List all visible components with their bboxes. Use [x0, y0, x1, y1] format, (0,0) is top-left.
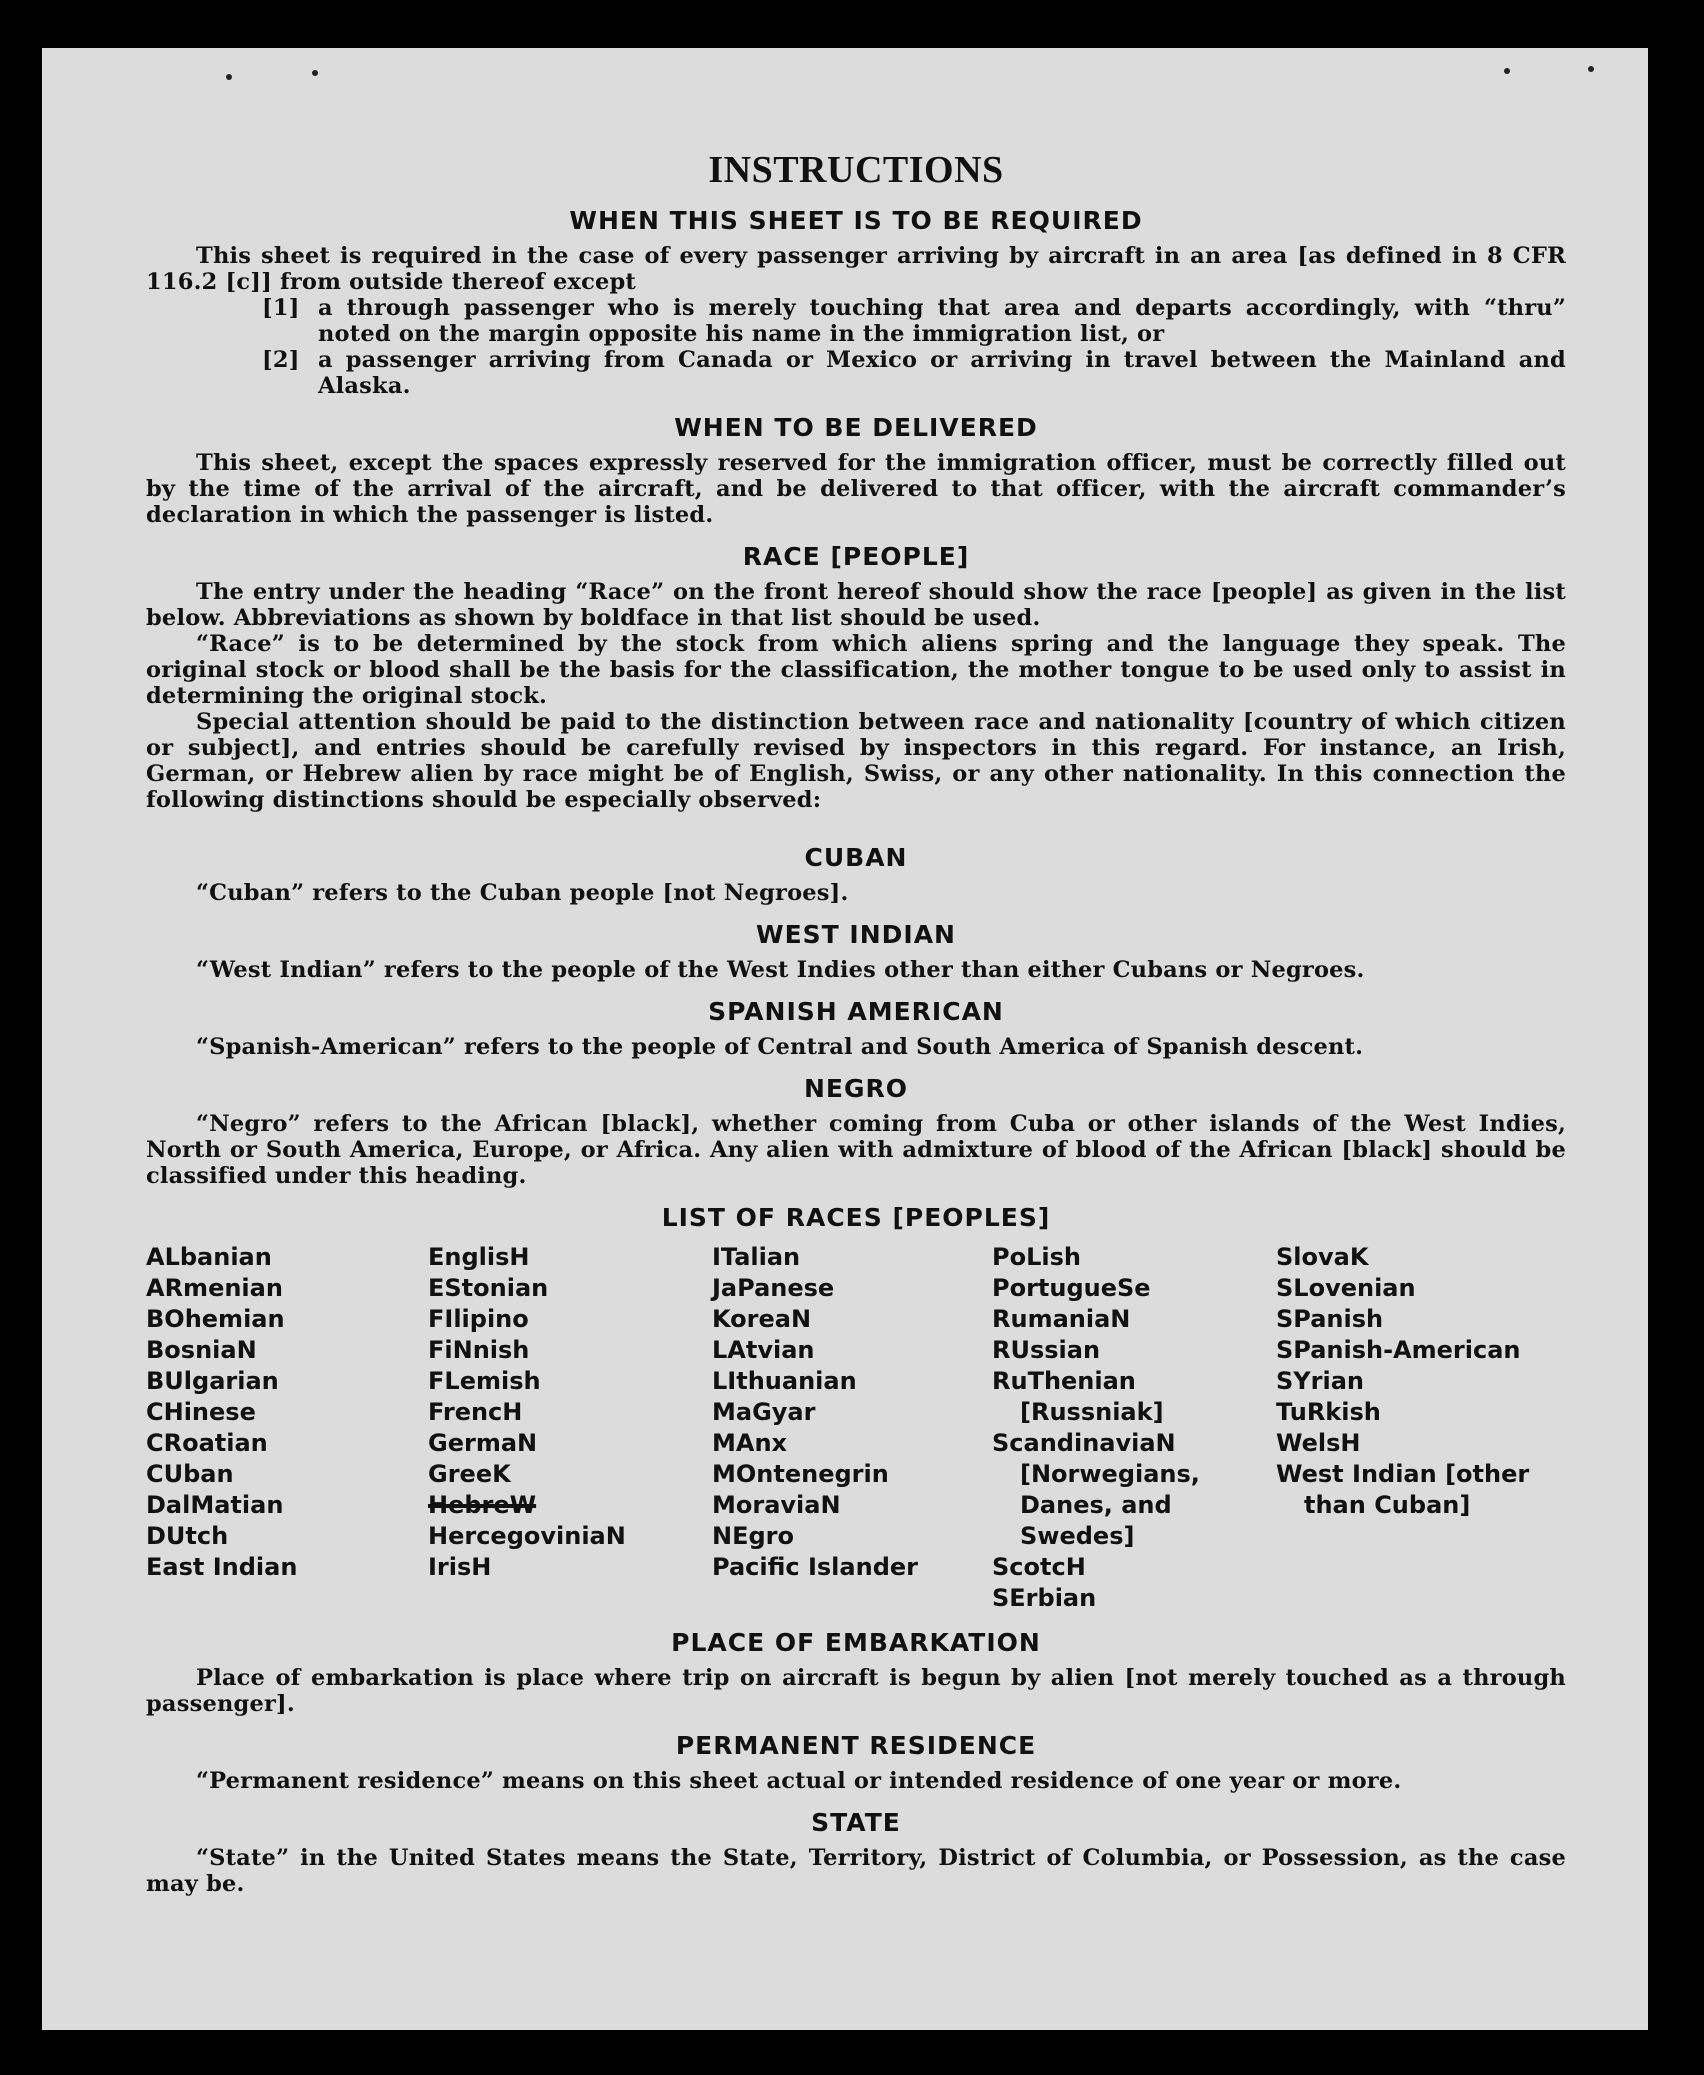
- heading-list-of-races: LIST OF RACES [PEOPLES]: [661, 1203, 1051, 1232]
- race-item: DUtch: [146, 1522, 229, 1550]
- race-item: RuThenian [Russniak]: [992, 1367, 1164, 1426]
- west-indian-text: “West Indian” refers to the people of the West Indies other than either Cubans or Negroes.: [196, 957, 1365, 983]
- race-item: ITalian: [712, 1243, 801, 1271]
- race-paragraph-2: “Race” is to be determined by the stock from which aliens spring and the language they speak. The original stock or blood shall be the basis for the classification, the mother tongue to be used only to assist in determining the original stock.: [146, 631, 1566, 709]
- race-column-4: [992, 1242, 1276, 1614]
- heading-negro: NEGRO: [803, 1074, 909, 1103]
- race-column-5: [1276, 1242, 1566, 1614]
- race-item: CUban: [146, 1460, 234, 1488]
- race-item: SPanish-American: [1276, 1336, 1521, 1364]
- race-item: GreeK: [428, 1460, 511, 1488]
- cuban-text: “Cuban” refers to the Cuban people [not Negroes].: [196, 880, 849, 906]
- state-text: “State” in the United States means the State, Territory, District of Columbia, or Possession, as the case may be.: [146, 1845, 1566, 1897]
- race-column-3: [712, 1242, 992, 1614]
- race-item: SErbian: [992, 1584, 1097, 1612]
- race-item: ALbanian: [146, 1243, 272, 1271]
- heading-permanent-residence: PERMANENT RESIDENCE: [675, 1731, 1037, 1760]
- race-item: LIthuanian: [712, 1367, 857, 1395]
- punch-hole: [1588, 66, 1594, 72]
- page-title: INSTRUCTIONS: [708, 149, 1004, 191]
- race-item: BOhemian: [146, 1305, 285, 1333]
- race-column-1: [146, 1242, 428, 1614]
- clause-1: [262, 295, 1566, 347]
- race-item: SYrian: [1276, 1367, 1365, 1395]
- clause-2-text: a passenger arriving from Canada or Mexico or arriving in travel between the Mainland and Alaska.: [318, 347, 1566, 399]
- race-item: RumaniaN: [992, 1305, 1131, 1333]
- race-item: FLemish: [428, 1367, 541, 1395]
- heading-embarkation: PLACE OF EMBARKATION: [671, 1628, 1041, 1657]
- race-item: SPanish: [1276, 1305, 1384, 1333]
- clause-1-tag: [1]: [262, 295, 300, 321]
- race-item: PoLish: [992, 1243, 1081, 1271]
- race-item: LAtvian: [712, 1336, 815, 1364]
- race-item: MAnx: [712, 1429, 788, 1457]
- race-item: DalMatian: [146, 1491, 284, 1519]
- heading-spanish-american: SPANISH AMERICAN: [708, 997, 1004, 1026]
- race-item: FiNnish: [428, 1336, 530, 1364]
- race-item: MoraviaN: [712, 1491, 841, 1519]
- race-item: JaPanese: [712, 1274, 835, 1302]
- race-paragraph-1: The entry under the heading “Race” on the front hereof should show the race [people] as given in the list below. Abbreviations as shown by boldface in that list should be used.: [146, 579, 1566, 631]
- heading-state: STATE: [811, 1808, 901, 1837]
- race-item: East Indian: [146, 1553, 298, 1581]
- race-item: ARmenian: [146, 1274, 283, 1302]
- race-item: SLovenian: [1276, 1274, 1416, 1302]
- heading-race: RACE [PEOPLE]: [742, 542, 970, 571]
- race-item: RUssian: [992, 1336, 1101, 1364]
- race-item: MOntenegrin: [712, 1460, 889, 1488]
- race-item: ScotcH: [992, 1553, 1086, 1581]
- race-list: [146, 1242, 1566, 1614]
- race-item: PortugueSe: [992, 1274, 1151, 1302]
- punch-hole: [1504, 68, 1510, 74]
- race-item: CHinese: [146, 1398, 256, 1426]
- when-required-intro: This sheet is required in the case of every passenger arriving by aircraft in an area [as defined in 8 CFR 116.2 [c]] from outside thereof except: [146, 243, 1566, 295]
- race-item: KoreaN: [712, 1305, 812, 1333]
- race-item: CRoatian: [146, 1429, 268, 1457]
- race-item: WelsH: [1276, 1429, 1361, 1457]
- clause-2-tag: [2]: [262, 347, 300, 373]
- race-item: EStonian: [428, 1274, 549, 1302]
- race-item: IrisH: [428, 1553, 492, 1581]
- race-item: BUlgarian: [146, 1367, 279, 1395]
- race-item: FIlipino: [428, 1305, 529, 1333]
- race-column-2: [428, 1242, 712, 1614]
- heading-when-required: WHEN THIS SHEET IS TO BE REQUIRED: [569, 206, 1143, 235]
- race-item: Pacific Islander: [712, 1553, 918, 1581]
- race-item: FrencH: [428, 1398, 523, 1426]
- clause-1-text: a through passenger who is merely touching that area and departs accordingly, with “thru” noted on the margin opposite his name in the immigration list, or: [318, 295, 1566, 347]
- race-item: EnglisH: [428, 1243, 530, 1271]
- clause-2: [262, 347, 1566, 399]
- race-item-struck-out: HebreW: [428, 1491, 537, 1519]
- race-item: BosniaN: [146, 1336, 257, 1364]
- instructions-body: [146, 148, 1566, 1897]
- race-item: West Indian [other than Cuban]: [1276, 1460, 1530, 1519]
- heading-when-delivered: WHEN TO BE DELIVERED: [674, 413, 1038, 442]
- race-item: MaGyar: [712, 1398, 816, 1426]
- document-sheet: [42, 48, 1648, 2030]
- when-delivered-text: This sheet, except the spaces expressly reserved for the immigration officer, must be correctly filled out by the time of the arrival of the aircraft, and be delivered to that officer, with the aircraft commander’s declaration in which the passenger is listed.: [146, 450, 1566, 528]
- race-item: HercegoviniaN: [428, 1522, 626, 1550]
- permanent-residence-text: “Permanent residence” means on this sheet actual or intended residence of one year or more.: [196, 1768, 1402, 1794]
- negro-text: “Negro” refers to the African [black], whether coming from Cuba or other islands of the West Indies, North or South America, Europe, or Africa. Any alien with admixture of blood of the African [black] should be classified under this heading.: [146, 1111, 1566, 1189]
- race-item: SlovaK: [1276, 1243, 1369, 1271]
- race-item: GermaN: [428, 1429, 538, 1457]
- heading-west-indian: WEST INDIAN: [756, 920, 956, 949]
- race-item: NEgro: [712, 1522, 794, 1550]
- race-item: TuRkish: [1276, 1398, 1381, 1426]
- heading-cuban: CUBAN: [804, 843, 908, 872]
- race-item: ScandinaviaN [Norwegians, Danes, and Swedes]: [992, 1429, 1200, 1550]
- embarkation-text: Place of embarkation is place where trip on aircraft is begun by alien [not merely touched as a through passenger].: [146, 1665, 1566, 1717]
- punch-hole: [312, 70, 318, 76]
- race-paragraph-3: Special attention should be paid to the distinction between race and nationality [country of which citizen or subject], and entries should be carefully revised by inspectors in this regard. For instance, an Irish, German, or Hebrew alien by race might be of English, Swiss, or any other nationality. In this connection the following distinctions should be especially observed:: [146, 709, 1566, 813]
- punch-hole: [226, 74, 232, 80]
- spanish-american-text: “Spanish-American” refers to the people of Central and South America of Spanish descent.: [196, 1034, 1364, 1060]
